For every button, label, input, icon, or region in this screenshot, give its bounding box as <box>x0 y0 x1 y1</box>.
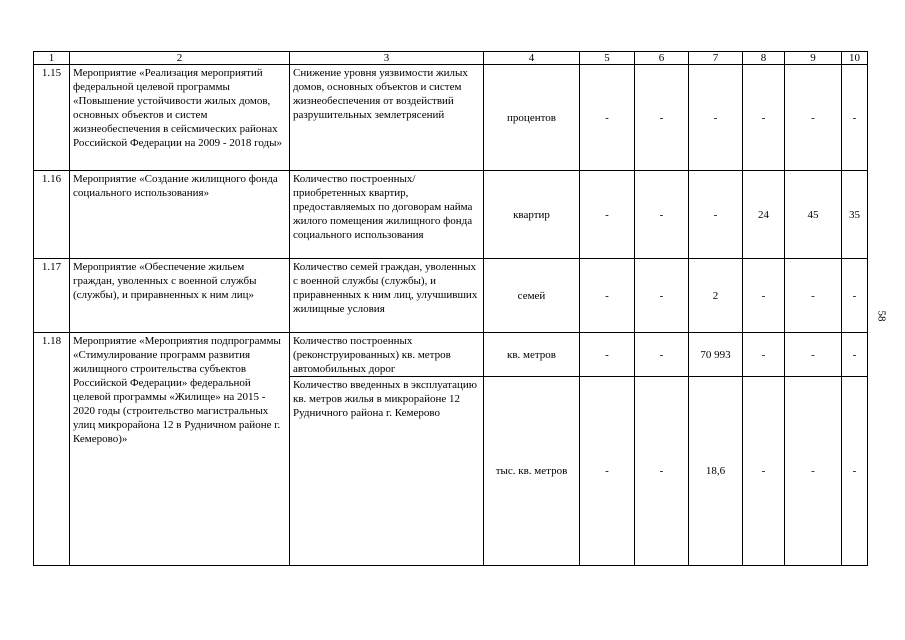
header-cell: 2 <box>70 52 290 65</box>
value-cell: - <box>785 259 842 333</box>
table-row <box>34 65 868 171</box>
value-cell: - <box>743 333 785 377</box>
value-cell: - <box>785 377 842 566</box>
indicator-cell: Количество семей граждан, уволенных с военной службы (службы), и приравненных к ним лиц, улучшивших жилищные условия <box>290 259 484 333</box>
row-number: 1.17 <box>34 259 70 333</box>
table-row <box>34 259 868 333</box>
value-cell: - <box>635 377 689 566</box>
event-cell: Мероприятие «Обеспечение жильем граждан, уволенных с военной службы (службы), и приравненных к ним лиц» <box>70 259 290 333</box>
value-cell: - <box>785 65 842 171</box>
header-cell: 10 <box>842 52 868 65</box>
value-cell: - <box>635 259 689 333</box>
row-number: 1.18 <box>34 333 70 566</box>
row-number: 1.16 <box>34 171 70 259</box>
header-cell: 1 <box>34 52 70 65</box>
header-cell: 9 <box>785 52 842 65</box>
value-cell: - <box>842 259 868 333</box>
header-cell: 4 <box>484 52 580 65</box>
indicator-cell: Количество построенных (реконструированных) кв. метров автомобильных дорог <box>290 333 484 377</box>
value-cell: - <box>580 333 635 377</box>
header-cell: 5 <box>580 52 635 65</box>
event-cell: Мероприятие «Реализация мероприятий федеральной целевой программы «Повышение устойчивости жилых домов, основных объектов и систем жизнеобеспечения в сейсмических районах Российской Федерации на 2009 - 2018 годы» <box>70 65 290 171</box>
value-cell: - <box>689 171 743 259</box>
value-cell: - <box>743 377 785 566</box>
value-cell: - <box>580 377 635 566</box>
indicator-cell: Количество построенных/ приобретенных квартир, предоставляемых по договорам найма жилого помещения жилищного фонда социального использования <box>290 171 484 259</box>
event-cell: Мероприятие «Мероприятия подпрограммы «Стимулирование программ развития жилищного строительства субъектов Российской Федерации» федеральной целевой программы «Жилище» на 2015 - 2020 годы (строительство магистральных улиц микрорайона 12 в Рудничном районе г. Кемерово)» <box>70 333 290 566</box>
event-cell: Мероприятие «Создание жилищного фонда социального использования» <box>70 171 290 259</box>
header-cell: 8 <box>743 52 785 65</box>
header-cell: 3 <box>290 52 484 65</box>
unit-cell: процентов <box>484 65 580 171</box>
value-cell: - <box>743 65 785 171</box>
unit-cell: семей <box>484 259 580 333</box>
value-cell: - <box>580 171 635 259</box>
unit-cell: квартир <box>484 171 580 259</box>
value-cell: - <box>842 377 868 566</box>
unit-cell: кв. метров <box>484 333 580 377</box>
value-cell: - <box>580 65 635 171</box>
value-cell: 2 <box>689 259 743 333</box>
value-cell: - <box>580 259 635 333</box>
header-cell: 7 <box>689 52 743 65</box>
value-cell: - <box>842 65 868 171</box>
value-cell: - <box>635 65 689 171</box>
header-cell: 6 <box>635 52 689 65</box>
value-cell: - <box>842 333 868 377</box>
header-row <box>34 52 868 65</box>
value-cell: 70 993 <box>689 333 743 377</box>
table-row <box>34 171 868 259</box>
table-row <box>34 333 868 377</box>
unit-cell: тыс. кв. метров <box>484 377 580 566</box>
value-cell: - <box>689 65 743 171</box>
value-cell: - <box>635 333 689 377</box>
indicator-cell: Количество введенных в эксплуатацию кв. метров жилья в микрорайоне 12 Рудничного района г. Кемерово <box>290 377 484 566</box>
value-cell: - <box>635 171 689 259</box>
page-number: 58 <box>875 310 888 322</box>
indicator-cell: Снижение уровня уязвимости жилых домов, основных объектов и систем жизнеобеспечения от воздействий разрушительных землетрясений <box>290 65 484 171</box>
row-number: 1.15 <box>34 65 70 171</box>
value-cell: 35 <box>842 171 868 259</box>
indicators-table <box>33 51 868 566</box>
value-cell: 24 <box>743 171 785 259</box>
value-cell: - <box>785 333 842 377</box>
value-cell: 18,6 <box>689 377 743 566</box>
value-cell: 45 <box>785 171 842 259</box>
value-cell: - <box>743 259 785 333</box>
